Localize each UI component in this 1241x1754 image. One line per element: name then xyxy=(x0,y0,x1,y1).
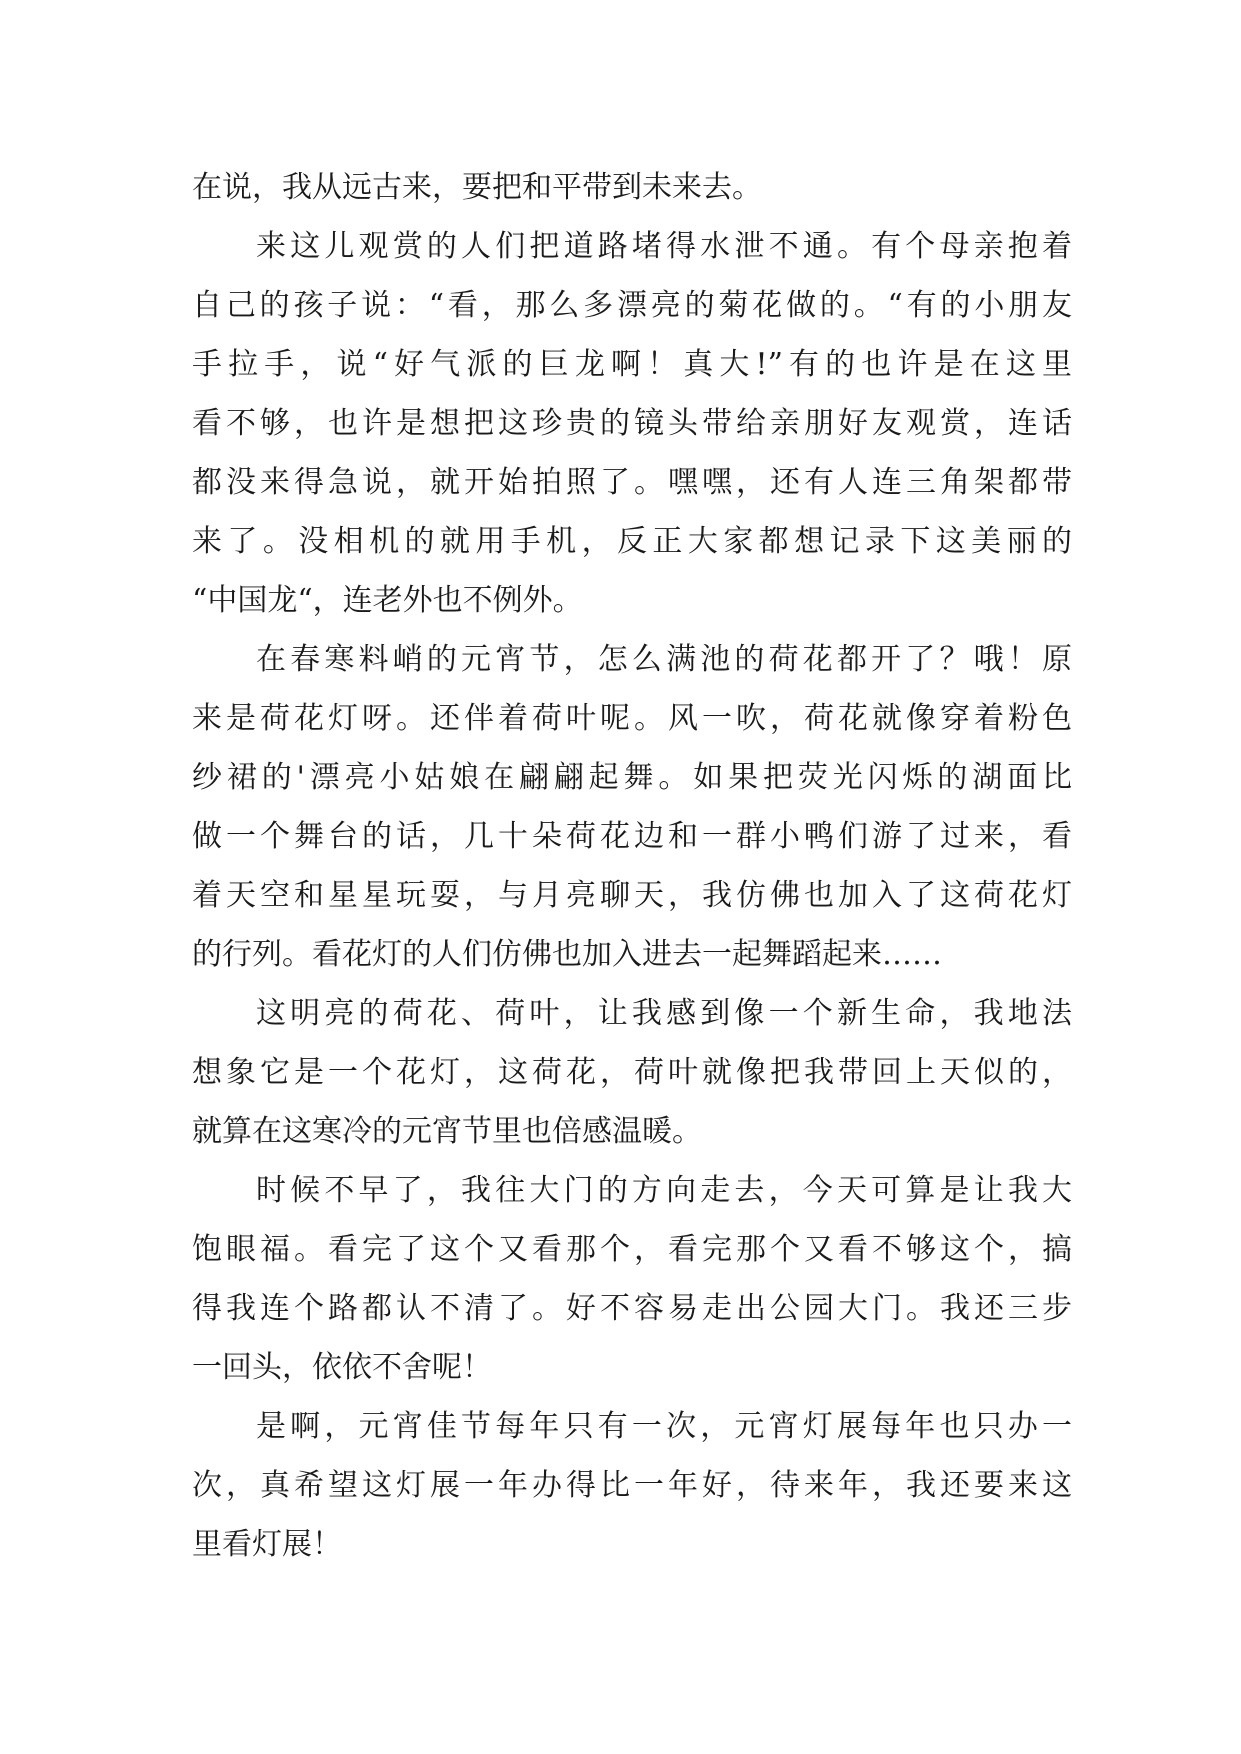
text-line: 来了。没相机的就用手机，反正大家都想记录下这美丽的 xyxy=(192,524,1072,559)
text-line: 得我连个路都认不清了。好不容易走出公园大门。我还三步 xyxy=(192,1291,1072,1326)
text-line: 都没来得急说，就开始拍照了。嘿嘿，还有人连三角架都带 xyxy=(192,465,1072,500)
text-line: 在说，我从远古来，要把和平带到未来去。 xyxy=(192,170,762,205)
text-line: 来是荷花灯呀。还伴着荷叶呢。风一吹，荷花就像穿着粉色 xyxy=(192,701,1072,736)
essay-body xyxy=(192,158,1072,1574)
text-line: 时候不早了，我往大门的方向走去，今天可算是让我大 xyxy=(256,1173,1072,1208)
text-line: 做一个舞台的话，几十朵荷花边和一群小鸭们游了过来，看 xyxy=(192,819,1072,854)
text-line: 看不够，也许是想把这珍贵的镜头带给亲朋好友观赏，连话 xyxy=(192,406,1072,441)
text-line: 手拉手，说“好气派的巨龙啊！真大!”有的也许是在这里 xyxy=(192,347,1072,382)
text-line: 纱裙的'漂亮小姑娘在翩翩起舞。如果把荧光闪烁的湖面比 xyxy=(192,760,1072,795)
text-line: 里看灯展！ xyxy=(192,1527,342,1562)
text-line: 一回头，依依不舍呢！ xyxy=(192,1350,492,1385)
text-line: 这明亮的荷花、荷叶，让我感到像一个新生命，我地法 xyxy=(256,996,1072,1031)
text-line: 来这儿观赏的人们把道路堵得水泄不通。有个母亲抱着 xyxy=(256,229,1072,264)
text-line: 次，真希望这灯展一年办得比一年好，待来年，我还要来这 xyxy=(192,1468,1072,1503)
text-line: 是啊，元宵佳节每年只有一次，元宵灯展每年也只办一 xyxy=(256,1409,1072,1444)
text-line: 想象它是一个花灯，这荷花，荷叶就像把我带回上天似的， xyxy=(192,1055,1072,1090)
text-line: 在春寒料峭的元宵节，怎么满池的荷花都开了？哦！原 xyxy=(256,642,1072,677)
text-line: “中国龙“，连老外也不例外。 xyxy=(192,583,583,618)
text-line: 的行列。看花灯的人们仿佛也加入进去一起舞蹈起来…… xyxy=(192,937,942,972)
text-line: 饱眼福。看完了这个又看那个，看完那个又看不够这个，搞 xyxy=(192,1232,1072,1267)
text-line: 自己的孩子说：“看，那么多漂亮的菊花做的。“有的小朋友 xyxy=(192,288,1072,323)
text-line: 就算在这寒冷的元宵节里也倍感温暖。 xyxy=(192,1114,702,1149)
text-line: 着天空和星星玩耍，与月亮聊天，我仿佛也加入了这荷花灯 xyxy=(192,878,1072,913)
